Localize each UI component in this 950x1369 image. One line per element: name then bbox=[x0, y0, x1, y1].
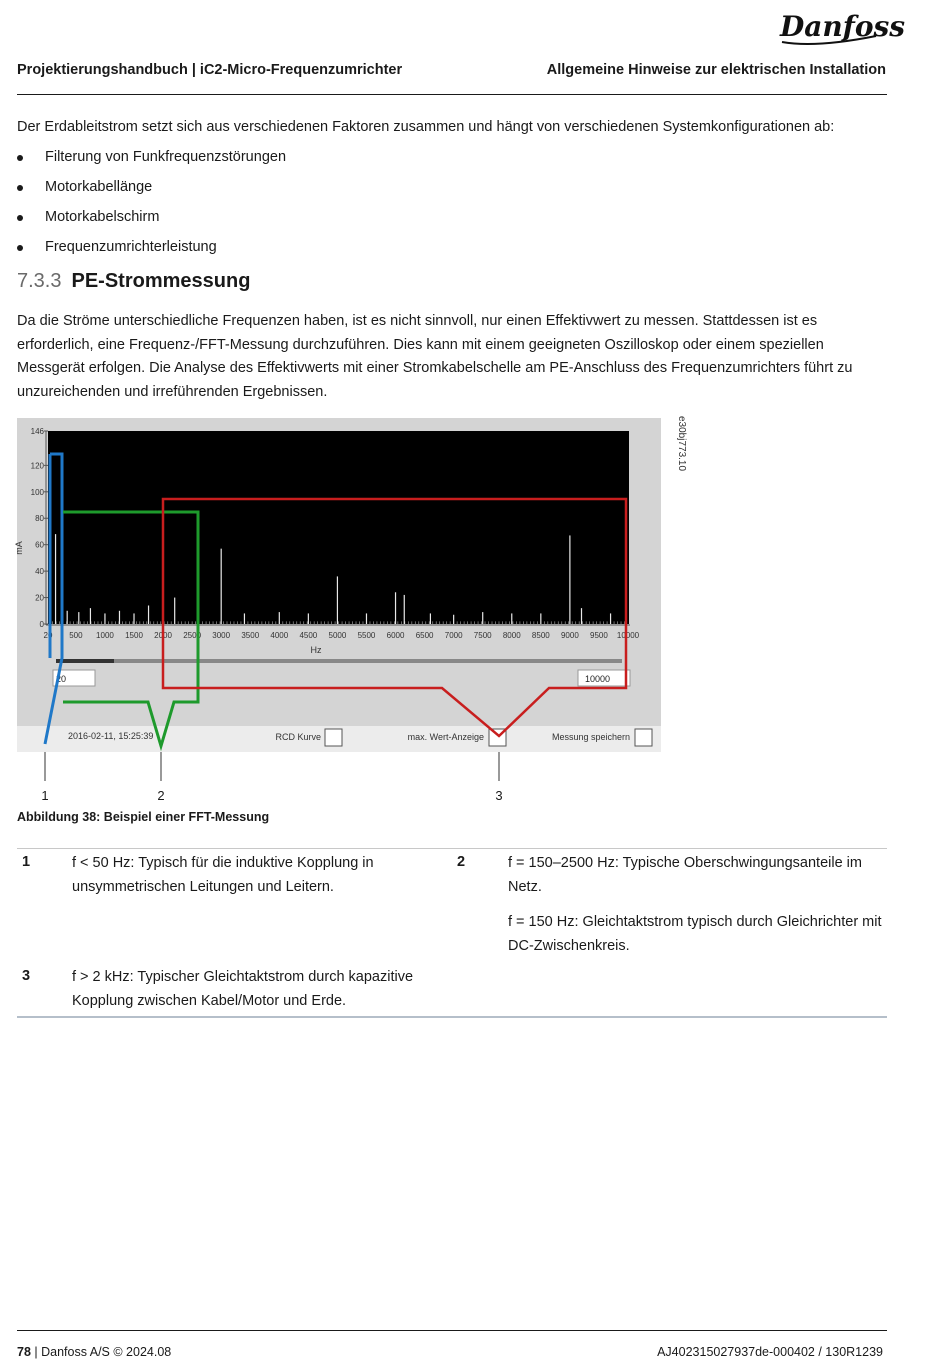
legend-text: f = 150–2500 Hz: Typische Oberschwingungsanteile im Netz. bbox=[508, 855, 862, 895]
bullet-icon bbox=[17, 245, 23, 251]
fft-measurement-figure bbox=[0, 410, 700, 810]
x-tick-label: 3000 bbox=[212, 631, 231, 640]
x-tick-label: 6500 bbox=[415, 631, 434, 640]
x-tick-label: 20 bbox=[43, 631, 53, 640]
x-tick-label: 2000 bbox=[154, 631, 172, 640]
save-measurement-checkbox[interactable] bbox=[635, 729, 652, 746]
measurement-timestamp: 2016-02-11, 15:25:39 bbox=[68, 731, 154, 741]
x-tick-label: 5000 bbox=[328, 631, 347, 640]
document-number: AJ402315027937de-000402 / 130R1239 bbox=[657, 1345, 883, 1359]
x-tick-label: 8500 bbox=[531, 631, 550, 640]
y-tick-label: 60 bbox=[35, 540, 44, 550]
callout-2: 2 bbox=[157, 788, 165, 803]
footer-left: 78 | Danfoss A/S © 2024.08 bbox=[17, 1345, 172, 1359]
x-tick-label: 9500 bbox=[590, 631, 608, 640]
legend-text: f > 2 kHz: Typischer Gleichtaktstrom durch kapazitive Kopplung zwischen Kabel/Motor und Erde. bbox=[72, 969, 414, 1009]
max-frequency-value: 10000 bbox=[585, 674, 611, 684]
footer-divider bbox=[17, 1330, 887, 1331]
x-tick-label: 2500 bbox=[183, 631, 202, 640]
y-tick-label: 20 bbox=[35, 593, 44, 603]
x-tick-label: 1000 bbox=[96, 631, 114, 640]
x-tick-label: 4500 bbox=[299, 631, 318, 640]
x-tick-label: 3500 bbox=[241, 631, 260, 640]
chapter-title: Allgemeine Hinweise zur elektrischen Installation bbox=[546, 62, 886, 78]
danfoss-logo bbox=[776, 6, 906, 50]
x-tick-label: 8000 bbox=[502, 631, 521, 640]
y-tick-label: 80 bbox=[35, 514, 44, 524]
list-item: Frequenzumrichterleistung bbox=[17, 236, 286, 266]
figure-code bbox=[667, 416, 687, 486]
callout-1: 1 bbox=[41, 788, 49, 803]
y-tick-label: 100 bbox=[30, 487, 44, 497]
range-slider-handle[interactable] bbox=[56, 659, 114, 663]
plot-area bbox=[48, 431, 629, 624]
intro-text: Der Erdableitstrom setzt sich aus verschiedenen Faktoren zusammen und hängt von verschiedenen Systemkonfigurationen ab: bbox=[17, 119, 835, 135]
range-slider[interactable] bbox=[56, 659, 622, 663]
list-item: Filterung von Funkfrequenzstörungen bbox=[17, 146, 286, 176]
bullet-icon bbox=[17, 215, 23, 221]
x-tick-label: 9000 bbox=[560, 631, 579, 640]
table-bottom-rule bbox=[17, 1016, 887, 1018]
x-tick-label: 7000 bbox=[444, 631, 463, 640]
logo-wordmark: Danfoss bbox=[780, 10, 906, 43]
table-top-rule bbox=[17, 848, 887, 849]
legend-number: 3 bbox=[22, 968, 31, 984]
y-tick-label: 0 bbox=[39, 620, 44, 629]
rcd-curve-checkbox[interactable] bbox=[325, 729, 342, 746]
legend-number: 2 bbox=[457, 854, 466, 870]
section-title: PE-Strommessung bbox=[71, 270, 251, 292]
bullet-icon bbox=[17, 155, 23, 161]
x-tick-label: 4000 bbox=[270, 631, 289, 640]
legend-text-extra: f = 150 Hz: Gleichtaktstrom typisch durch Gleichrichter mit DC-Zwischenkreis. bbox=[508, 914, 882, 954]
figure-caption: Abbildung 38: Beispiel einer FFT-Messung bbox=[17, 810, 270, 824]
callout-3: 3 bbox=[495, 788, 503, 803]
x-tick-label: 1500 bbox=[125, 631, 143, 640]
bullet-icon bbox=[17, 185, 23, 191]
save-measurement-label: Messung speichern bbox=[551, 732, 630, 742]
legend-number: 1 bbox=[22, 854, 31, 870]
min-frequency-value: 20 bbox=[56, 674, 67, 684]
y-tick-label: 40 bbox=[35, 567, 44, 577]
x-tick-label: 7500 bbox=[473, 631, 492, 640]
page-number: 78 bbox=[17, 1345, 31, 1359]
legend-text: f < 50 Hz: Typisch für die induktive Kopplung in unsymmetrischen Leitungen und Leitern. bbox=[72, 855, 374, 895]
list-item: Motorkabelschirm bbox=[17, 206, 286, 236]
list-item: Motorkabellänge bbox=[17, 176, 286, 206]
y-tick-label: 146 bbox=[30, 427, 44, 436]
section-number: 7.3.3 bbox=[17, 270, 62, 292]
y-axis-label: mA bbox=[14, 541, 24, 555]
factor-list bbox=[17, 146, 286, 266]
x-axis-label: Hz bbox=[310, 645, 322, 655]
x-tick-label: 500 bbox=[69, 631, 83, 640]
x-tick-label: 6000 bbox=[386, 631, 405, 640]
x-tick-label: 5500 bbox=[357, 631, 376, 640]
x-tick-label: 10000 bbox=[616, 631, 640, 640]
svg-text:e30bj773.10: e30bj773.10 bbox=[676, 416, 687, 472]
document-title: Projektierungshandbuch | iC2-Micro-Frequenzumrichter bbox=[17, 62, 403, 78]
section-paragraph: Da die Ströme unterschiedliche Frequenzen haben, ist es nicht sinnvoll, nur einen Effektivwert zu messen. Stattdessen ist es erforderlich, eine Frequenz-/FFT-Messung durchzuführen. Dies kann mit einem geeigneten Oszilloskop oder einem speziellen Messgerät erfolgen. Die Analyse des Effektivwerts mit einer Stromkabelschelle am PE-Anschluss des Frequenzumrichters führt zu unzureichenden und irreführenden Ergebnissen. bbox=[17, 313, 853, 400]
section-heading bbox=[17, 270, 250, 293]
max-value-label: max. Wert-Anzeige bbox=[407, 732, 484, 742]
header-divider bbox=[17, 94, 887, 95]
rcd-curve-label: RCD Kurve bbox=[275, 732, 321, 742]
y-tick-label: 120 bbox=[30, 461, 44, 471]
